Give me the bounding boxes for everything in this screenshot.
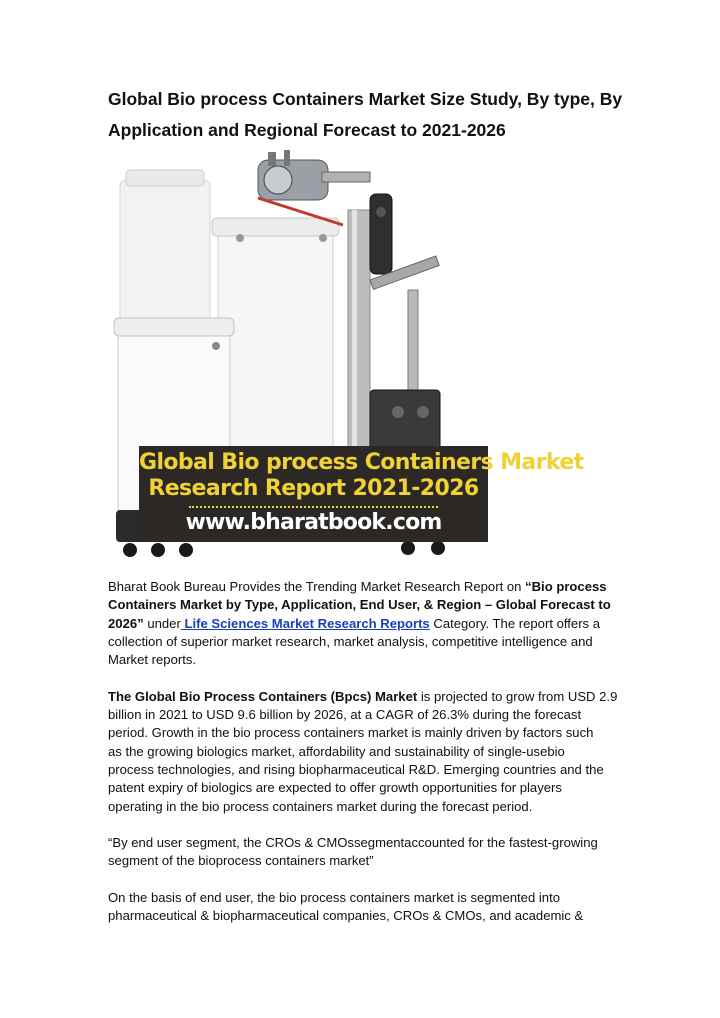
report-banner — [139, 446, 584, 542]
segment-paragraph — [108, 889, 620, 926]
report-name-line: Containers Market by Type, Application, End User, & Region – Global Forecast to — [108, 597, 611, 613]
market-name: The Global Bio Process Containers (Bpcs) Market — [108, 688, 418, 704]
report-name-start: “Bio process — [525, 579, 607, 594]
intro-text: Bharat Book Bureau Provides the Trending Market Research Report on — [108, 579, 526, 594]
page-title — [108, 84, 628, 146]
market-line-5: process technologies, and rising biopharmaceutical R&D. Emerging countries and the — [108, 761, 604, 777]
market-line-2: billion in 2021 to USD 9.6 billion by 2026, at a CAGR of 26.3% during the forecast — [108, 707, 582, 723]
life-sciences-reports-link[interactable]: Life Sciences Market Research Reports — [180, 615, 430, 631]
banner-title-line-2: Research Report 2021-2026 — [148, 476, 479, 501]
banner-divider — [189, 506, 438, 508]
title-line-1: Global Bio process Containers Market Size Study, By type, By — [108, 89, 623, 109]
market-line-4: as the growing biologics market, affordability and sustainability of single-usebio — [108, 743, 565, 759]
banner-url: www.bharatbook.com — [185, 510, 442, 535]
under-text: under — [143, 615, 181, 631]
market-growth-text: is projected to grow from USD 2.9 — [417, 688, 618, 704]
quote-paragraph — [108, 834, 620, 871]
quote-line-1: “By end user segment, the CROs & CMOssegmentaccounted for the fastest-growing — [108, 835, 598, 851]
intro-line-1 — [108, 578, 620, 596]
market-line-1 — [108, 688, 620, 706]
report-name-end: 2026” — [108, 615, 144, 631]
market-line-6: patent expiry of biologics are expected to offer growth opportunities for players — [108, 780, 562, 796]
intro-line-4: collection of superior market research, market analysis, competitive intelligence and — [108, 633, 593, 649]
intro-line-5: Market reports. — [108, 652, 197, 668]
quote-line-2: segment of the bioprocess containers market” — [108, 853, 374, 869]
title-line-2: Application and Regional Forecast to 2021-2026 — [108, 120, 506, 140]
intro-line-3 — [108, 615, 620, 633]
market-line-7: operating in the bio process containers market during the forecast period. — [108, 798, 533, 814]
intro-paragraph — [108, 578, 620, 669]
segment-line-2: pharmaceutical & biopharmaceutical companies, CROs & CMOs, and academic & — [108, 908, 584, 924]
market-paragraph — [108, 688, 620, 816]
market-line-3: period. Growth in the bio process containers market is mainly driven by factors such — [108, 725, 594, 741]
segment-line-1: On the basis of end user, the bio process containers market is segmented into — [108, 890, 560, 906]
category-text: Category. The report offers a — [429, 615, 601, 631]
article-body — [108, 578, 620, 944]
banner-title-line-1: Global Bio process Containers Market — [139, 450, 584, 475]
